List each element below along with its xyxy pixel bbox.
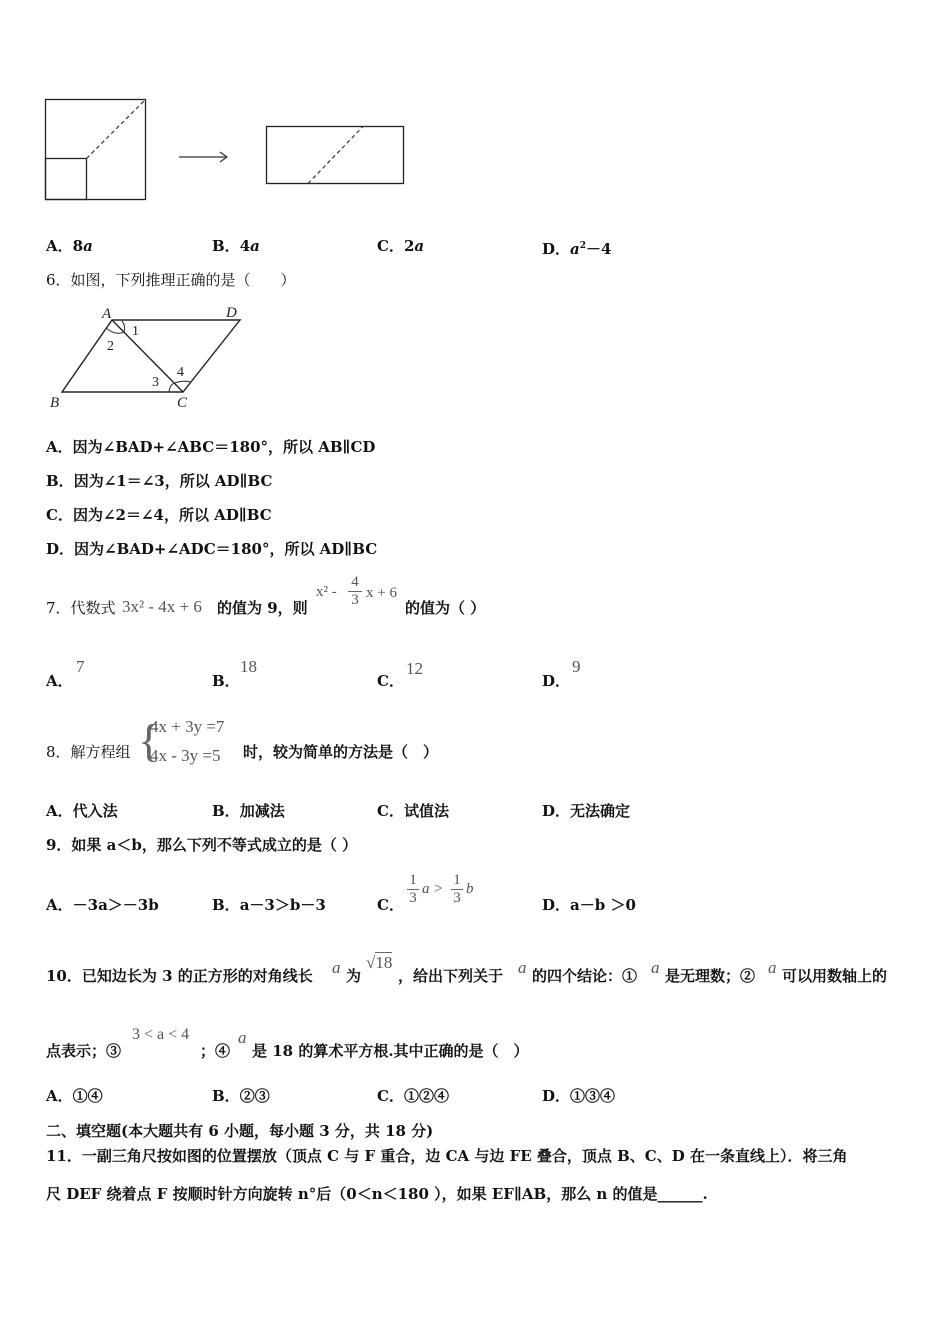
q6-option-a[interactable]: A．因为∠BAD+∠ABC＝180°，所以 AB∥CD (46, 438, 376, 456)
q6-stem: 6．如图，下列推理正确的是（ ） (46, 271, 296, 289)
angle-1-label: 1 (132, 324, 139, 339)
q7-stem-c: 的值为（ ） (405, 599, 486, 617)
q10-option-b[interactable]: B．②③ (212, 1087, 270, 1105)
parallelogram-figure (44, 300, 254, 412)
q9-c-fraction-left (407, 872, 419, 907)
q7-option-c[interactable]: C． (377, 672, 404, 690)
q9-c-fraction-right (451, 872, 463, 907)
q7-fraction-numerator: 4 (351, 574, 359, 590)
q7-option-d-value: 9 (572, 657, 581, 676)
q11-line2-end: . (702, 1185, 708, 1203)
q10-var-a-1: a (332, 958, 341, 977)
q10-var-a-5: a (238, 1028, 247, 1047)
q7-option-b[interactable]: B． (212, 672, 240, 690)
q10-option-c[interactable]: C．①②④ (377, 1087, 449, 1105)
q10-option-d[interactable]: D．①③④ (542, 1087, 616, 1105)
q10-inequality: 3 < a < 4 (132, 1026, 190, 1043)
q9-c-den-right: 3 (451, 889, 463, 907)
q6-option-d[interactable]: D．因为∠BAD+∠ADC＝180°，所以 AD∥BC (46, 540, 378, 558)
q10-line2-c: 是 18 的算术平方根.其中正确的是（ ） (252, 1042, 529, 1060)
q5-option-c[interactable]: C．2a (377, 237, 425, 255)
label-c: C (177, 395, 188, 411)
q11-line2-text: 尺 DEF 绕着点 F 按顺时针方向旋转 n°后（0＜n＜180 ），如果 EF∥AB，那么 n 的值是 (46, 1185, 658, 1203)
q8-equation-2: 4x - 3y =5 (150, 746, 221, 765)
q8-option-d[interactable]: D．无法确定 (542, 802, 631, 820)
q5-option-d[interactable]: D．$a^2-4$ (542, 240, 612, 258)
label-a: A (102, 306, 112, 322)
q7-expression-2a: x² - (316, 584, 337, 600)
q9-option-c[interactable]: C． (377, 896, 404, 914)
q5-option-b[interactable]: B．4a (212, 237, 260, 255)
q9-c-lhs: a > (422, 881, 444, 897)
q7-fraction (348, 574, 362, 609)
q10-line2-b: ；④ (200, 1042, 231, 1060)
q10-line1-f: 可以用数轴上的 (782, 967, 888, 985)
q8-stem-b: 时，较为简单的方法是（ ） (243, 743, 439, 761)
q8-brace: { (138, 715, 161, 766)
q10-line1-c: ，给出下列关于 (398, 967, 504, 985)
q10-var-a-4: a (768, 958, 777, 977)
label-d: D (226, 305, 237, 321)
label-b: B (50, 395, 60, 411)
q7-option-b-value: 18 (240, 657, 257, 676)
q10-line1-e: 是无理数；② (665, 967, 756, 985)
q7-option-a-value: 7 (76, 657, 85, 676)
q8-option-c[interactable]: C．试值法 (377, 802, 449, 820)
q9-c-rhs: b (466, 881, 474, 897)
q10-sqrt: √18 (366, 953, 393, 972)
q9-option-b[interactable]: B．a－3＞b－3 (212, 896, 326, 914)
q6-option-b[interactable]: B．因为∠1＝∠3，所以 AD∥BC (46, 472, 273, 490)
q7-option-c-value: 12 (406, 659, 423, 678)
q10-line2-a: 点表示；③ (46, 1042, 122, 1060)
q10-var-a-2: a (518, 958, 527, 977)
q10-line1-b: 为 (346, 967, 362, 985)
q11-line2 (46, 1185, 708, 1203)
q11-line1: 11．一副三角尺按如图的位置摆放（顶点 C 与 F 重合，边 CA 与边 FE 叠合，顶点 B、C、D 在一条直线上）．将三角 (46, 1147, 848, 1165)
angle-3-label: 3 (152, 375, 159, 390)
q9-option-d[interactable]: D．a－b ＞0 (542, 896, 636, 914)
angle-2-label: 2 (107, 339, 114, 354)
q5-option-a[interactable]: A．8a (46, 237, 93, 255)
q7-option-d[interactable]: D． (542, 672, 571, 690)
q11-answer-blank[interactable]: ______ (657, 1185, 703, 1203)
q9-stem: 9．如果 a＜b，那么下列不等式成立的是（ ） (46, 836, 358, 854)
square-cut-figure (40, 95, 420, 207)
q7-stem-b: 的值为 9，则 (217, 599, 308, 617)
q7-expression-1: 3x² - 4x + 6 (122, 597, 202, 616)
q10-line1-a: 10．已知边长为 3 的正方形的对角线长 (46, 967, 313, 985)
q10-sqrt-radicand: 18 (375, 953, 393, 972)
q9-c-num-right: 1 (453, 872, 461, 888)
q10-var-a-3: a (651, 958, 660, 977)
q10-option-a[interactable]: A．①④ (46, 1087, 103, 1105)
q6-option-c[interactable]: C．因为∠2＝∠4，所以 AD∥BC (46, 506, 272, 524)
q8-option-a[interactable]: A．代入法 (46, 802, 118, 820)
q8-stem-a: 8．解方程组 (46, 743, 131, 761)
q7-option-a[interactable]: A． (46, 672, 73, 690)
q9-c-num-left: 1 (409, 872, 417, 888)
q9-c-den-left: 3 (407, 889, 419, 907)
q8-equation-1: 4x + 3y =7 (150, 717, 225, 736)
section-2-title: 二、填空题(本大题共有 6 小题，每小题 3 分，共 18 分) (46, 1122, 434, 1140)
q7-expression-2b: x + 6 (366, 585, 397, 601)
q7-fraction-denominator: 3 (348, 591, 362, 609)
q9-option-a[interactable]: A．－3a＞－3b (46, 896, 159, 914)
q7-stem-a: 7．代数式 (46, 599, 116, 617)
q10-line1-d: 的四个结论：① (532, 967, 638, 985)
angle-4-label: 4 (177, 365, 184, 380)
q8-option-b[interactable]: B．加减法 (212, 802, 285, 820)
